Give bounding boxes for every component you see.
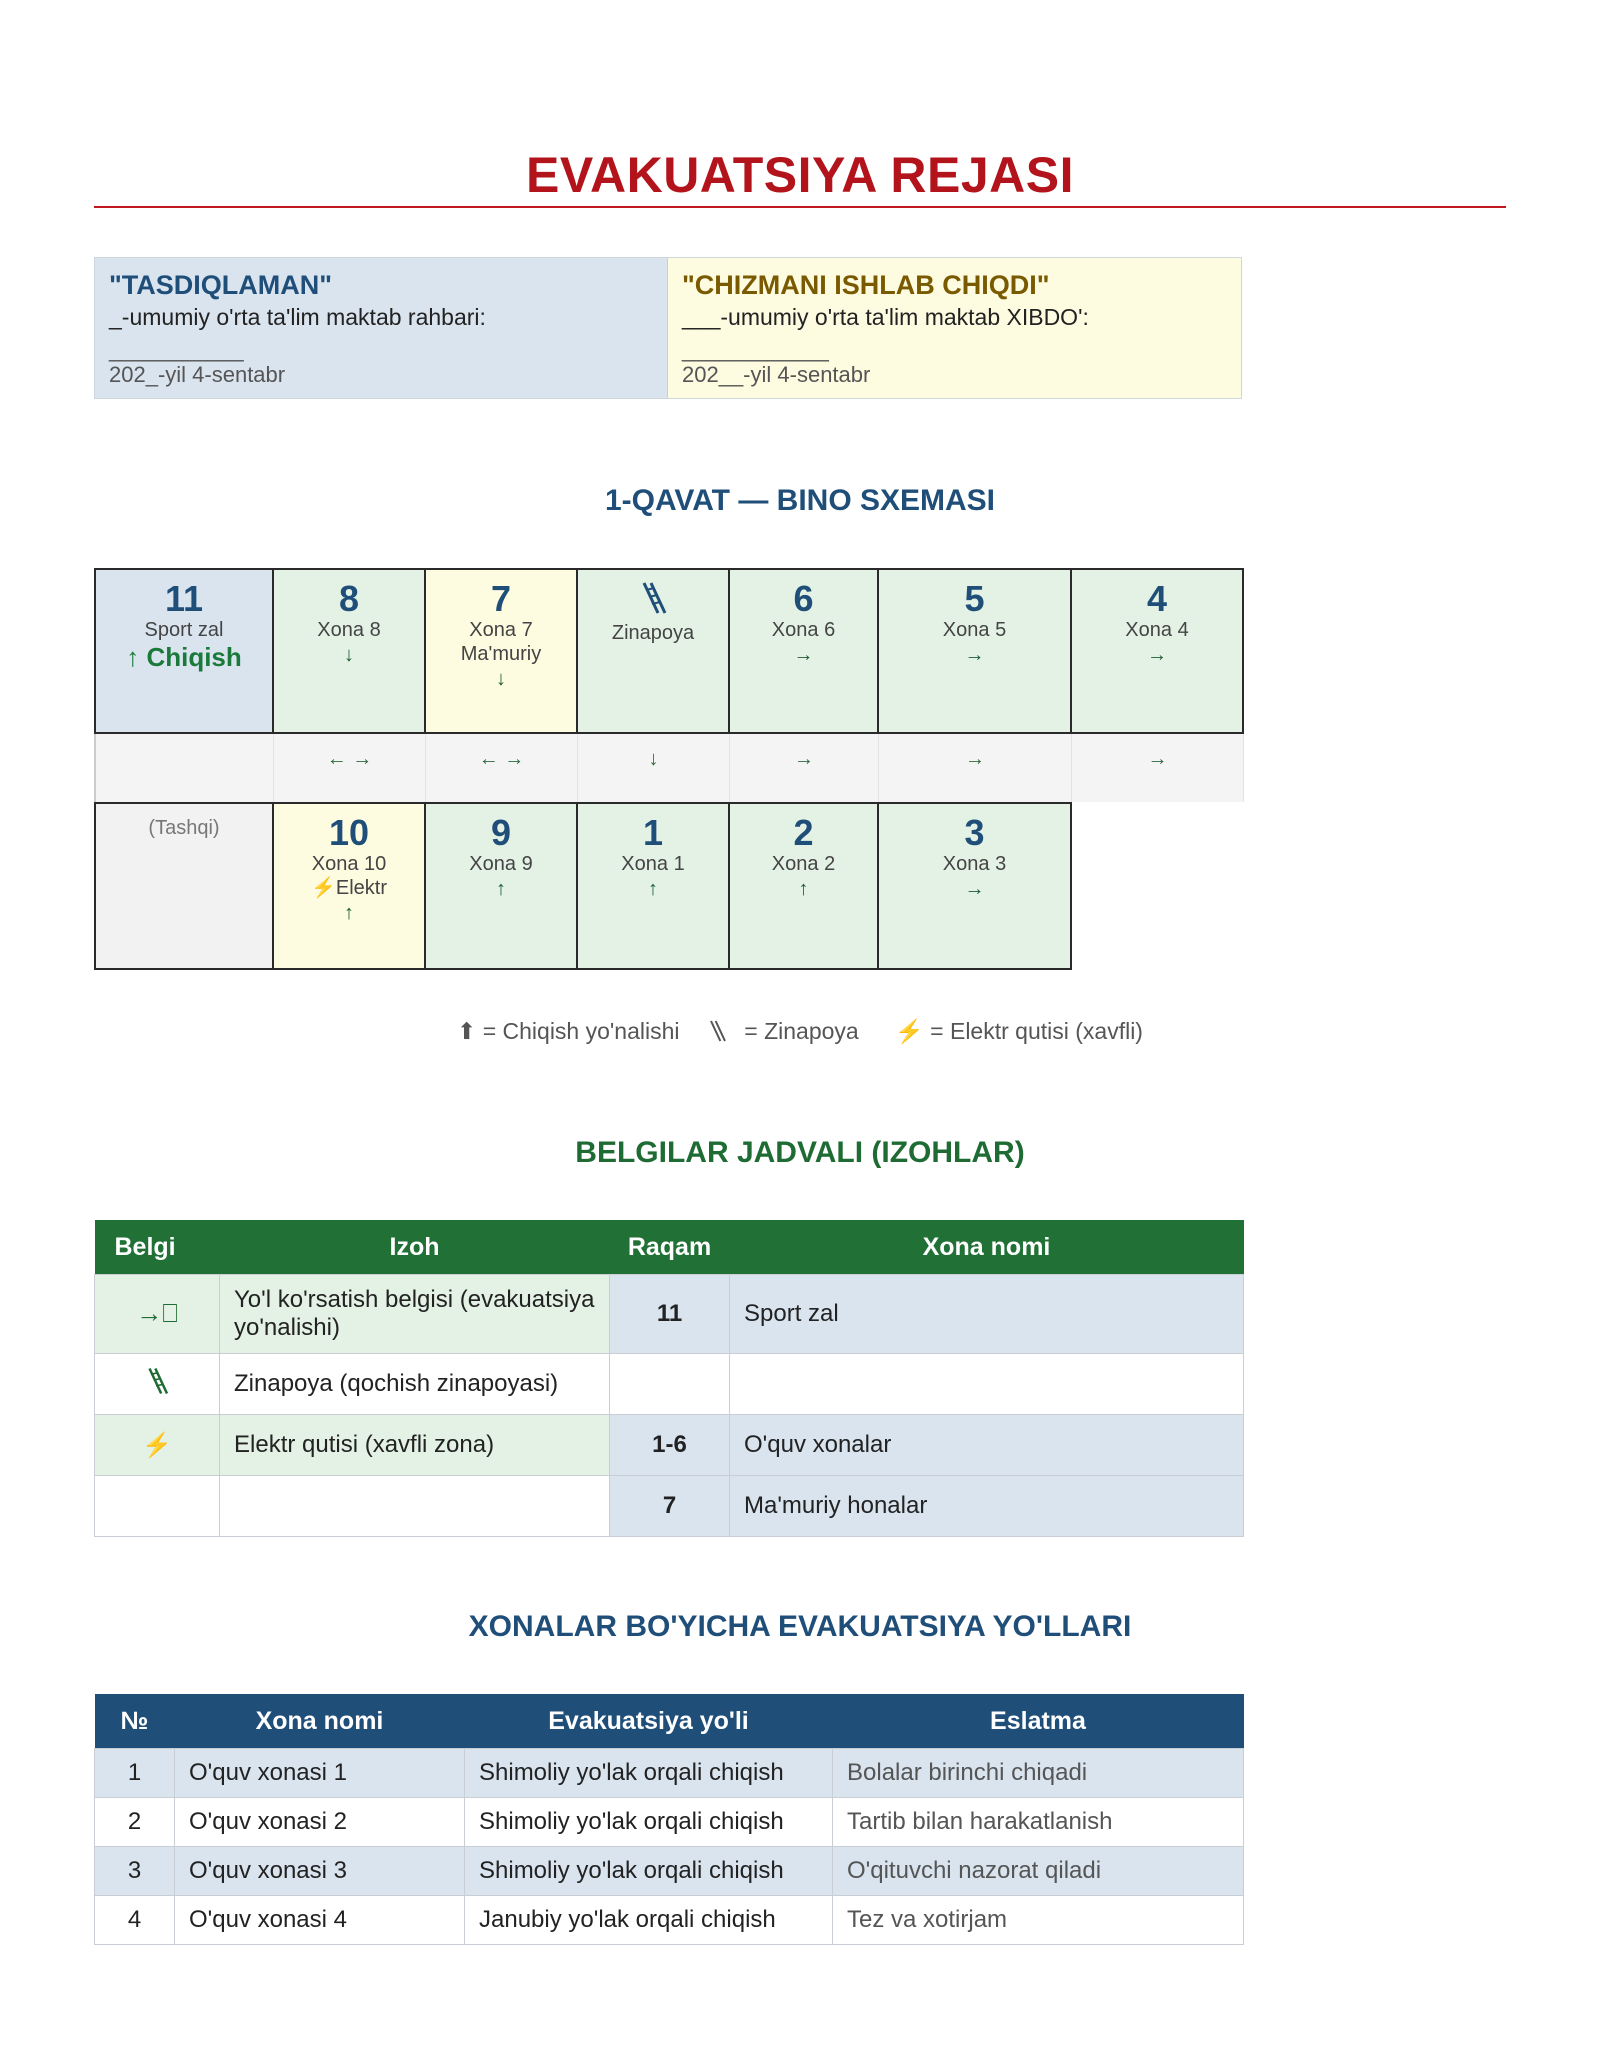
note: O'qituvchi nazorat qiladi: [833, 1847, 1244, 1896]
page-title: EVAKUATSIYA REJASI: [525, 147, 1074, 203]
route: Janubiy yo'lak orqali chiqish: [465, 1896, 833, 1945]
exit-arrow-icon: ↑: [798, 878, 809, 900]
room-number: 9: [490, 812, 512, 853]
route: Shimoliy yo'lak orqali chiqish: [465, 1749, 833, 1798]
approval-box-approved: [95, 258, 668, 398]
table-header-row: [95, 1220, 1244, 1275]
electric-icon: ⚡: [95, 1415, 220, 1476]
room-number: 7: [490, 578, 512, 619]
route: Shimoliy yo'lak orqali chiqish: [465, 1847, 833, 1896]
room-cell-5: [877, 568, 1072, 734]
exit-arrow-icon: →: [793, 644, 814, 666]
room-name: Sport zal: [144, 619, 224, 641]
room-number: 5: [964, 578, 985, 619]
approval-role: ___-umumiy o'rta ta'lim maktab XIBDO':: [682, 304, 1089, 330]
legend-stairs: [706, 1018, 869, 1044]
room-name: O'quv xonalar: [730, 1415, 1244, 1476]
room-name: Xona 2: [771, 853, 836, 875]
column-header: Raqam: [610, 1220, 730, 1275]
column-header: Xona nomi: [175, 1694, 465, 1749]
room-cell-8: [272, 568, 426, 734]
corridor: [94, 734, 1244, 802]
room-cell-2: [728, 802, 879, 970]
room-name: Xona 5: [942, 619, 1007, 641]
room-name: Ma'muriy honalar: [730, 1476, 1244, 1537]
stairs-icon: [706, 1019, 728, 1043]
exit-arrow-icon: ↑: [496, 878, 506, 900]
table-row: [95, 1798, 1244, 1847]
corridor-arrow-icon: ↓: [578, 734, 730, 802]
sign-stairs: [95, 1354, 220, 1415]
room-cell-9: [424, 802, 578, 970]
room-name: O'quv xonasi 2: [175, 1798, 465, 1847]
approval-date: 202_-yil 4-sentabr: [109, 362, 286, 387]
exit-arrow-icon: ↑: [344, 902, 354, 924]
stairs-cell: [576, 568, 730, 734]
room-name: Xona 3: [942, 853, 1007, 875]
room-number: 7: [610, 1476, 730, 1537]
room-name: Xona 4: [1125, 619, 1189, 641]
signature-line: ____________: [682, 337, 829, 362]
legend-exit: ⬆ = Chiqish yo'nalishi: [457, 1018, 680, 1044]
approval-role: _-umumiy o'rta ta'lim maktab rahbari:: [109, 304, 486, 330]
room-name: Xona 9: [469, 853, 533, 875]
signs-heading: BELGILAR JADVALI (IZOHLAR): [575, 1136, 1025, 1169]
exit-arrow-icon: →: [964, 878, 985, 900]
table-row: [95, 1275, 1244, 1354]
table-row: [95, 1476, 1244, 1537]
sign-description: [220, 1476, 610, 1537]
approval-heading: "TASDIQLAMAN": [109, 270, 333, 300]
column-header: Xona nomi: [730, 1220, 1244, 1275]
room-number: 3: [964, 812, 985, 853]
room-subtitle: Ma'muriy: [460, 643, 542, 665]
room-name: Xona 6: [771, 619, 836, 641]
floor-row-north: [94, 568, 1244, 734]
room-name: O'quv xonasi 4: [175, 1896, 465, 1945]
room-number: 11: [610, 1275, 730, 1354]
room-name: O'quv xonasi 1: [175, 1749, 465, 1798]
column-header: №: [95, 1694, 175, 1749]
room-name: Xona 7: [469, 619, 533, 641]
table-row: [95, 1354, 1244, 1415]
room-cell-6: [728, 568, 879, 734]
electric-label: ⚡Elektr: [310, 877, 388, 899]
exit-arrow-icon: ↓: [344, 644, 354, 666]
room-number: 10: [328, 812, 370, 853]
floor-row-south: [94, 802, 1244, 970]
note: Tartib bilan harakatlanish: [833, 1798, 1244, 1847]
approval-heading: "CHIZMANI ISHLAB CHIQDI": [682, 270, 1050, 300]
room-name: (Tashqi): [148, 817, 220, 839]
table-row: [95, 1896, 1244, 1945]
exit-arrow-icon: ↓: [496, 668, 506, 690]
room-name: O'quv xonasi 3: [175, 1847, 465, 1896]
room-name: Sport zal: [730, 1275, 1244, 1354]
exit-arrow-icon: ↑: [648, 878, 658, 900]
approval-date: 202__-yil 4-sentabr: [682, 362, 871, 387]
note: Tez va xotirjam: [833, 1896, 1244, 1945]
room-cell-1: [576, 802, 730, 970]
corridor-arrow-icon: →: [1072, 734, 1244, 802]
room-number: 2: [793, 812, 814, 853]
floor-plan: [94, 568, 1244, 970]
column-header: Evakuatsiya yo'li: [465, 1694, 833, 1749]
column-header: Belgi: [95, 1220, 220, 1275]
room-name: Xona 8: [317, 619, 381, 641]
row-number: 1: [95, 1749, 175, 1798]
title-divider: [94, 206, 1506, 208]
corridor-segment: [96, 734, 274, 802]
routes-table: [94, 1694, 1244, 1945]
room-number: 4: [1146, 578, 1168, 619]
room-number: 1-6: [610, 1415, 730, 1476]
sign-cell: [95, 1476, 220, 1537]
signature-line: ___________: [109, 337, 244, 362]
corridor-arrow-icon: →: [879, 734, 1072, 802]
corridor-arrow-icon: →: [730, 734, 879, 802]
room-number: 11: [164, 578, 204, 619]
room-cell-10: [272, 802, 426, 970]
table-row: [95, 1749, 1244, 1798]
legend-electric: ⚡ = Elektr qutisi (xavfli): [895, 1018, 1143, 1044]
room-cell-sport-hall: [94, 568, 274, 734]
room-number: 1: [642, 812, 664, 853]
sign-description: Elektr qutisi (xavfli zona): [220, 1415, 610, 1476]
stairs-icon: [638, 580, 668, 616]
room-cell-4: [1070, 568, 1244, 734]
row-number: 2: [95, 1798, 175, 1847]
column-header: Izoh: [220, 1220, 610, 1275]
route: Shimoliy yo'lak orqali chiqish: [465, 1798, 833, 1847]
row-number: 3: [95, 1847, 175, 1896]
routes-heading: XONALAR BO'YICHA EVAKUATSIYA YO'LLARI: [468, 1610, 1132, 1643]
table-row: [95, 1415, 1244, 1476]
exit-label: ↑ Chiqish: [126, 642, 242, 672]
room-number: [610, 1354, 730, 1415]
approval-block: [94, 257, 1242, 399]
sign-description: Zinapoya (qochish zinapoyasi): [220, 1354, 610, 1415]
stairs-icon: [144, 1366, 170, 1396]
legend-stairs-text: = Zinapoya: [744, 1018, 859, 1044]
room-name: Zinapoya: [611, 622, 695, 644]
room-number: 6: [793, 578, 814, 619]
signs-table: [94, 1220, 1244, 1537]
room-name: Xona 1: [621, 853, 685, 875]
room-name: Xona 10: [311, 853, 387, 875]
exit-arrow-icon: →: [964, 644, 985, 666]
corridor-arrow-icon: ← →: [274, 734, 426, 802]
corridor-arrow-icon: ← →: [426, 734, 578, 802]
exit-arrow-icon: →: [1147, 644, 1167, 666]
table-header-row: [95, 1694, 1244, 1749]
room-number: 8: [338, 578, 360, 619]
table-row: [95, 1847, 1244, 1896]
plan-legend: [0, 1018, 1600, 1045]
sign-arrow-icon: →⎕: [95, 1275, 220, 1354]
floor-plan-heading: 1-QAVAT — BINO SXEMASI: [604, 484, 996, 517]
sign-description: Yo'l ko'rsatish belgisi (evakuatsiya yo'nalishi): [220, 1275, 610, 1354]
column-header: Eslatma: [833, 1694, 1244, 1749]
approval-box-drafted: [668, 258, 1241, 398]
row-number: 4: [95, 1896, 175, 1945]
outside-cell: [94, 802, 274, 970]
room-cell-7: [424, 568, 578, 734]
room-cell-3: [877, 802, 1072, 970]
room-name: [730, 1354, 1244, 1415]
note: Bolalar birinchi chiqadi: [833, 1749, 1244, 1798]
